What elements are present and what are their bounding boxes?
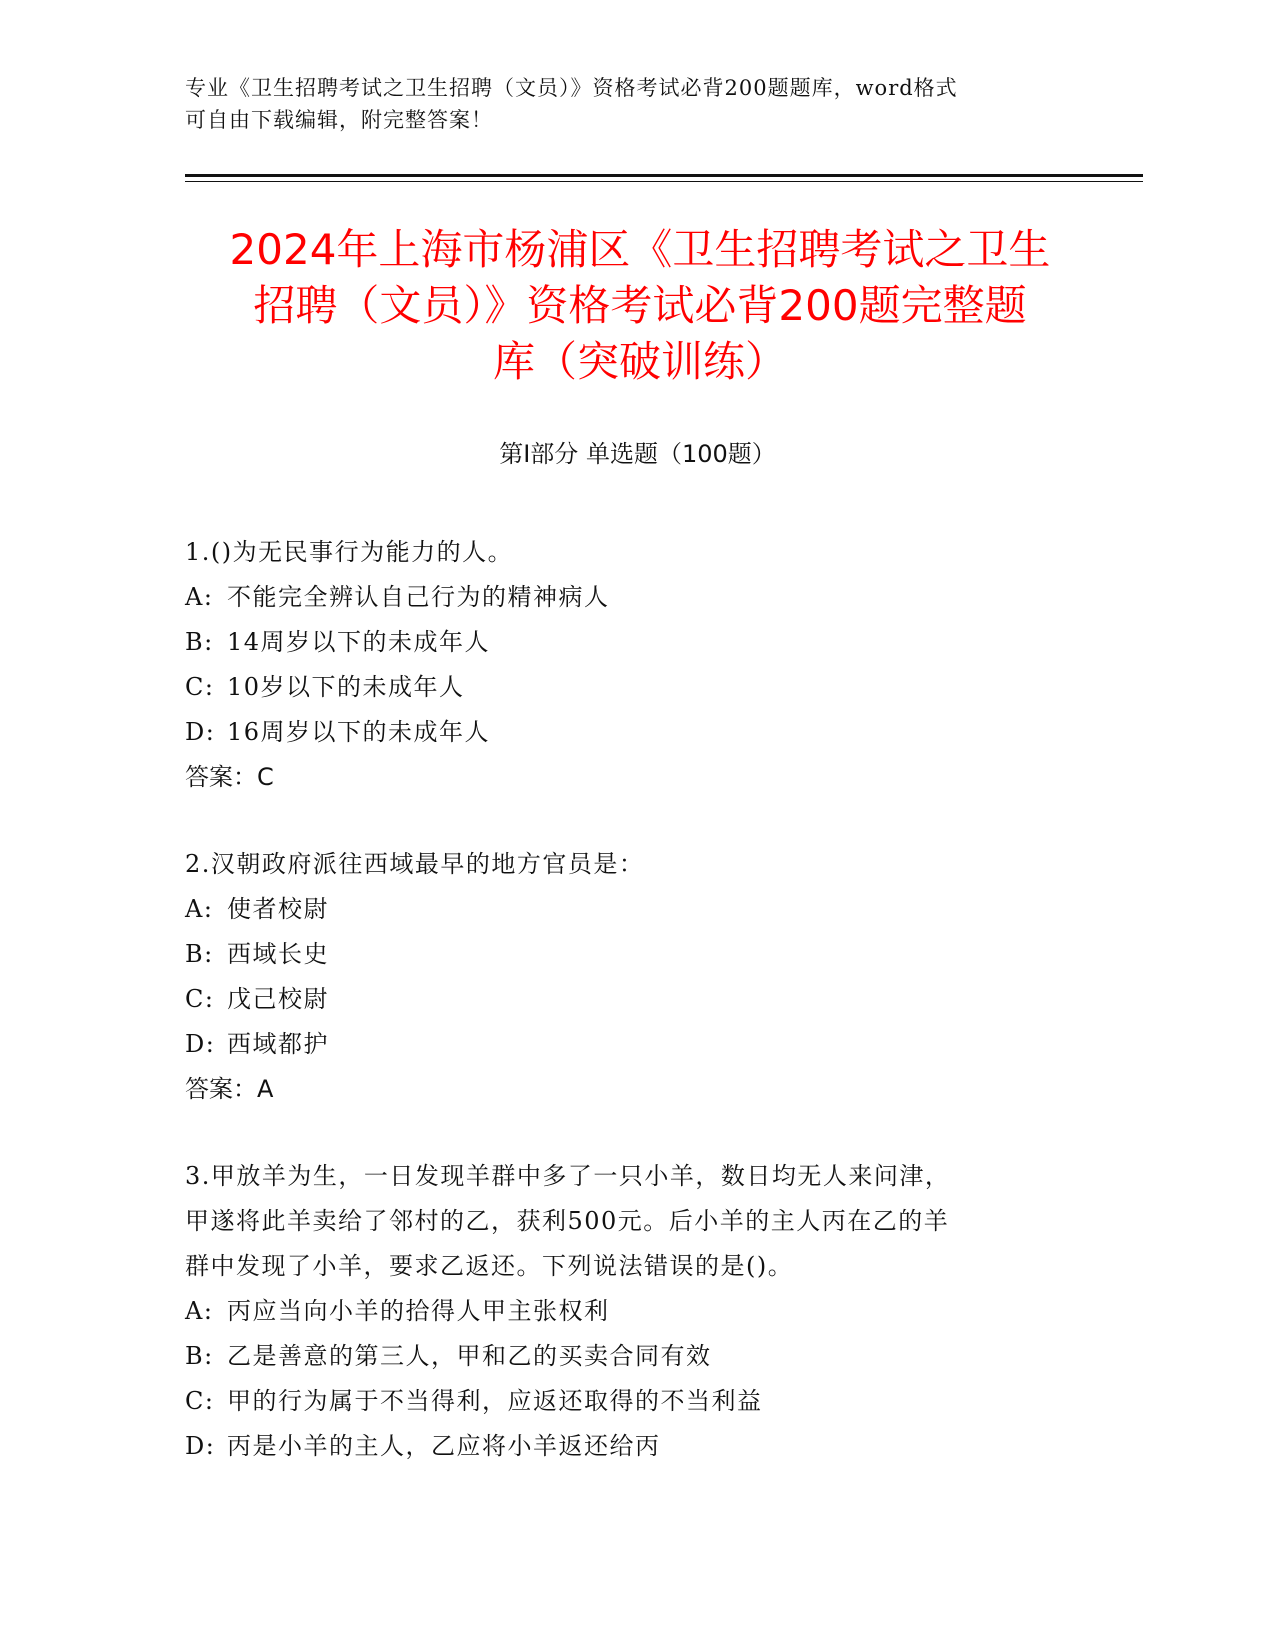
option-text: 甲的行为属于不当得利，应返还取得的不当利益: [227, 1387, 763, 1415]
option-d: [185, 1022, 1065, 1067]
option-text: 不能完全辨认自己行为的精神病人: [227, 583, 610, 611]
option-letter: B:: [185, 1342, 214, 1370]
header-note-line1: 专业《卫生招聘考试之卫生招聘（文员）》资格考试必背200题题库，word格式: [185, 76, 958, 100]
document-title-line3: 库（突破训练）: [492, 337, 787, 386]
option-c: [185, 1379, 1065, 1424]
option-b: [185, 620, 1065, 665]
option-letter: C:: [185, 1387, 215, 1415]
section-title: 第Ⅰ部分 单选题（100题）: [499, 440, 776, 468]
option-text: 西域都护: [227, 1030, 329, 1058]
option-letter: D:: [185, 1030, 216, 1058]
option-a: [185, 1289, 1065, 1334]
answer-line: 答案：A: [185, 1075, 274, 1103]
option-letter: B:: [185, 940, 214, 968]
option-letter: A:: [185, 1297, 214, 1325]
header-note-line2: 可自由下载编辑，附完整答案！: [185, 108, 493, 132]
header-divider-thin: [185, 181, 1143, 182]
option-b: [185, 1334, 1065, 1379]
answer-line: 答案：C: [185, 763, 274, 791]
option-letter: D:: [185, 718, 216, 746]
question-stem: 甲遂将此羊卖给了邻村的乙，获利500元。后小羊的主人丙在乙的羊: [185, 1207, 950, 1235]
option-text: 16周岁以下的未成年人: [227, 718, 491, 746]
option-text: 丙是小羊的主人，乙应将小羊返还给丙: [227, 1432, 661, 1460]
question-list: [185, 530, 1065, 1511]
question-2: [185, 842, 1065, 1112]
document-title: [140, 222, 1140, 390]
option-text: 使者校尉: [227, 895, 329, 923]
option-letter: B:: [185, 628, 214, 656]
option-c: [185, 665, 1065, 710]
option-b: [185, 932, 1065, 977]
question-stem: 1.()为无民事行为能力的人。: [185, 538, 514, 566]
question-stem: 群中发现了小羊，要求乙返还。下列说法错误的是()。: [185, 1252, 794, 1280]
question-3: [185, 1154, 1065, 1469]
option-d: [185, 710, 1065, 755]
document-title-line1: 2024年上海市杨浦区《卫生招聘考试之卫生: [229, 225, 1051, 274]
option-a: [185, 575, 1065, 620]
header-divider-thick: [185, 174, 1143, 177]
question-stem: 2.汉朝政府派往西域最早的地方官员是：: [185, 850, 645, 878]
option-text: 丙应当向小羊的拾得人甲主张权利: [227, 1297, 610, 1325]
option-c: [185, 977, 1065, 1022]
option-text: 西域长史: [227, 940, 329, 968]
option-letter: A:: [185, 583, 214, 611]
option-text: 戊己校尉: [227, 985, 329, 1013]
question-1: [185, 530, 1065, 800]
document-title-line2: 招聘（文员）》资格考试必背200题完整题: [253, 281, 1027, 330]
header-note: [185, 72, 1065, 136]
option-d: [185, 1424, 1065, 1469]
option-text: 10岁以下的未成年人: [227, 673, 465, 701]
option-letter: D:: [185, 1432, 216, 1460]
option-letter: A:: [185, 895, 214, 923]
option-a: [185, 887, 1065, 932]
option-text: 14周岁以下的未成年人: [227, 628, 491, 656]
question-stem: 3.甲放羊为生，一日发现羊群中多了一只小羊，数日均无人来问津，: [185, 1162, 951, 1190]
option-letter: C:: [185, 673, 215, 701]
option-letter: C:: [185, 985, 215, 1013]
option-text: 乙是善意的第三人，甲和乙的买卖合同有效: [227, 1342, 712, 1370]
